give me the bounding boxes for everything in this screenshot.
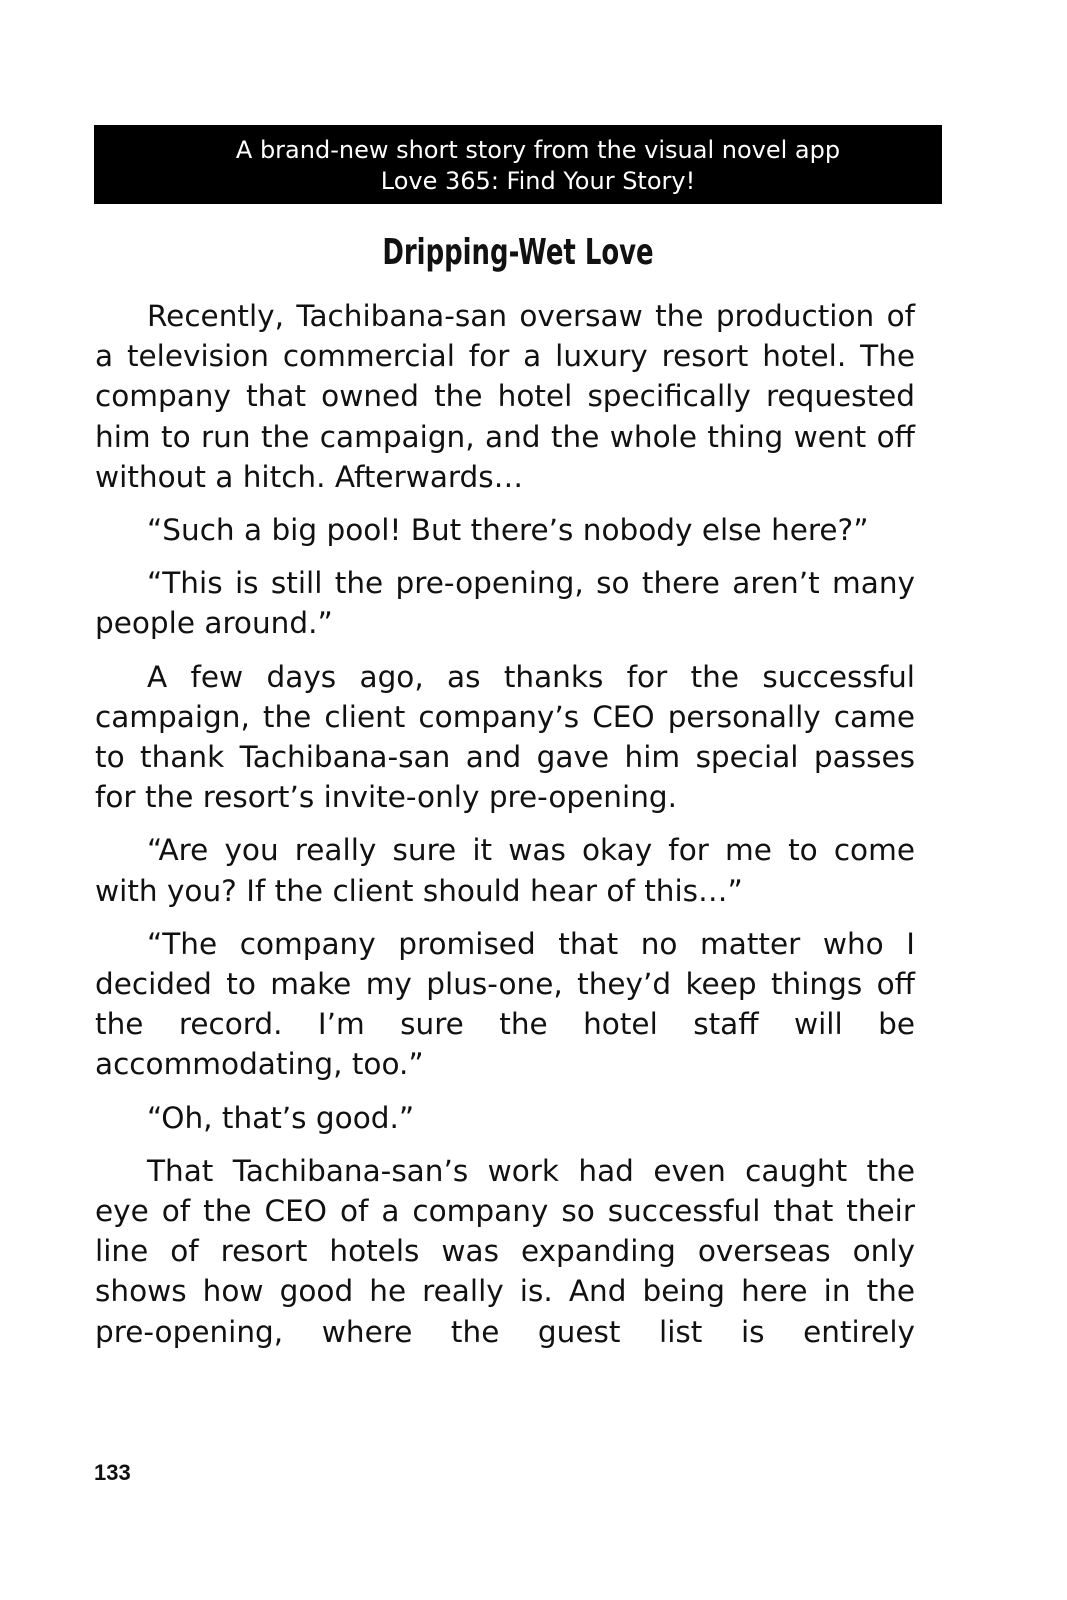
paragraph: “This is still the pre-opening, so there aren’t many people around.” (95, 566, 915, 641)
paragraph: “Such a big pool! But there’s nobody else here?” (147, 513, 869, 548)
paragraph: “Oh, that’s good.” (147, 1100, 415, 1135)
story-body (95, 296, 915, 1365)
banner-line-1: A brand-new short story from the visual novel app (235, 136, 841, 164)
story-banner (94, 125, 942, 204)
banner-line-2: Love 365: Find Your Story! (380, 167, 696, 195)
paragraph: A few days ago, as thanks for the successful campaign, the client company’s CEO personally came to thank Tachibana-san and gave him special passes for the resort’s invite-only pre-opening. (95, 659, 915, 815)
paragraph: “Are you really sure it was okay for me to come with you? If the client should hear of this…” (95, 833, 915, 908)
paragraph: Recently, Tachibana-san oversaw the production of a television commercial for a luxury resort hotel. The company that owned the hotel specifically requested him to run the campaign, and the whole thing went off without a hitch. Afterwards… (95, 299, 915, 494)
paragraph: “The company promised that no matter who I decided to make my plus-one, they’d keep things off the record. I’m sure the hotel staff will be accommodating, too.” (95, 926, 915, 1082)
paragraph: That Tachibana-san’s work had even caught the eye of the CEO of a company so successful that their line of resort hotels was expanding overseas only shows how good he really is. And being here in the pre-opening, where the guest list is entirely (95, 1153, 915, 1349)
page-number: 133 (94, 1460, 131, 1485)
story-title: Dripping-Wet Love (382, 232, 654, 273)
